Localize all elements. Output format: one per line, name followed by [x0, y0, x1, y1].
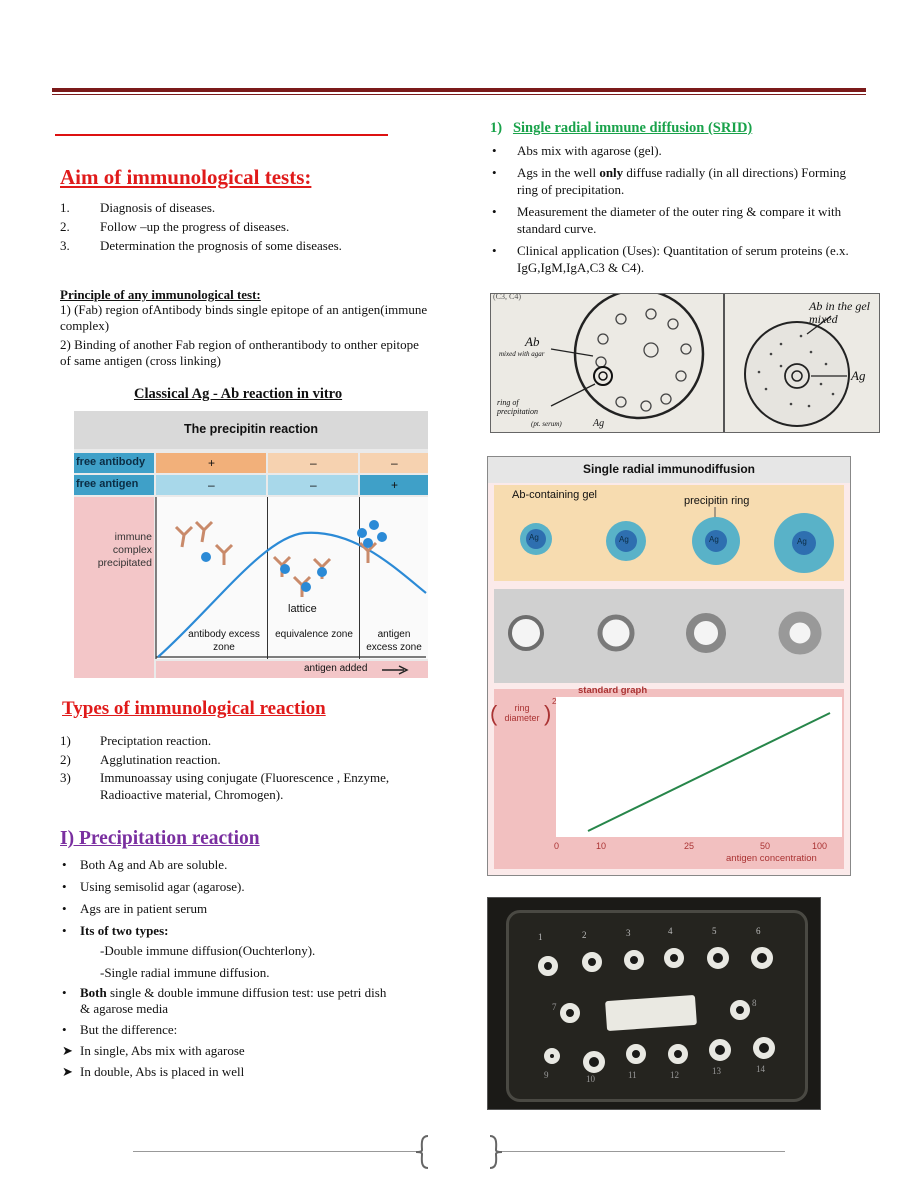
- well-label: Ag: [529, 533, 539, 542]
- list-item: • Both single & double immune diffusion test: use petri dish & agarose media: [62, 985, 387, 1016]
- types-heading: Types of immunological reaction: [62, 698, 326, 719]
- header-rule-thick: [52, 88, 866, 92]
- list-item: • Its of two types:: [62, 923, 169, 938]
- sketch-ag-label: Ag: [593, 418, 605, 429]
- well-number: 12: [670, 1070, 679, 1080]
- well-number: 5: [712, 926, 717, 936]
- difference-list: [60, 985, 390, 1082]
- zone-label: equivalence zone: [275, 629, 353, 640]
- well-number: 13: [712, 1066, 721, 1076]
- principle-2: 2) Binding of another Fab region of ontherantibody to onther epitope of same antigen (cross linking): [60, 337, 419, 368]
- lattice-label: lattice: [288, 603, 317, 615]
- list-item: • Using semisolid agar (agarose).: [62, 879, 245, 894]
- cell-val: –: [310, 456, 317, 470]
- two-types-list: [100, 940, 315, 984]
- list-item: -Double immune diffusion(Ouchterlony).: [100, 943, 316, 958]
- well-label: Ag: [709, 535, 719, 544]
- list-item: • Abs mix with agarose (gel).: [492, 143, 662, 158]
- footer-line-right: [498, 1151, 785, 1152]
- cell-val: –: [391, 456, 398, 470]
- aim-list: [60, 198, 440, 255]
- y-label-exponent: 2: [552, 697, 557, 706]
- classical-title: Classical Ag - Ab reaction in vitro: [134, 386, 343, 402]
- precipitation-heading: I) Precipitation reaction: [60, 828, 260, 849]
- list-item: 2. Follow –up the progress of diseases.: [60, 219, 290, 234]
- header-rule-thin: [52, 94, 866, 95]
- list-item: • Ags in the well only diffuse radially (in all directions) Forming ring of precipitation.: [492, 165, 847, 197]
- sri-title: Single radial immunodiffusion: [582, 462, 755, 476]
- types-list: [60, 731, 430, 803]
- tick-label: 25: [684, 841, 695, 851]
- precipitin-figure: [74, 411, 428, 678]
- principle-1: 1) (Fab) region ofAntibody binds single epitope of an antigen(immune complex): [60, 302, 428, 333]
- srid-heading: 1) Single radial immune diffusion (SRID): [490, 120, 753, 136]
- list-item: -Single radial immune diffusion.: [100, 965, 270, 980]
- tick-label: 100: [812, 841, 828, 851]
- well-number: 14: [756, 1064, 765, 1074]
- precipitation-list: [60, 855, 430, 943]
- well-label: Ag: [619, 535, 629, 544]
- list-item: • Ags are in patient serum: [62, 901, 208, 916]
- free-antigen-label: free antigen: [76, 478, 139, 490]
- well-number: 11: [628, 1070, 637, 1080]
- well-number: 6: [756, 926, 761, 936]
- x-axis-label: antigen added: [304, 663, 368, 674]
- well-number: 8: [752, 998, 757, 1008]
- sketch-ab-sub: mixed with agar: [499, 350, 545, 358]
- list-item: • But the difference:: [62, 1022, 178, 1037]
- list-item: 1) Preciptation reaction.: [60, 733, 212, 748]
- sketch-ab-gel-label: Ab in the gel mixed: [809, 299, 870, 326]
- arrow-bullet-icon: ➤: [62, 1064, 73, 1079]
- list-item: 2) Agglutination reaction.: [60, 752, 221, 767]
- srid-sketch: [490, 293, 880, 433]
- tick-label: 0: [554, 841, 560, 851]
- graph-title: standard graph: [578, 685, 648, 696]
- agar-plate-photo: [487, 897, 821, 1110]
- sketch-ring-label: ring of precipitation: [497, 398, 539, 416]
- srid-list: [490, 142, 870, 278]
- list-item: 1. Diagnosis of diseases.: [60, 200, 216, 215]
- sketch-corner-note: (C3, C4): [493, 293, 521, 301]
- zone-label: antigen excess zone: [366, 629, 422, 653]
- standard-graph: [556, 697, 842, 837]
- immune-complex-label: immune complex precipitated: [97, 531, 152, 569]
- list-item: • Clinical application (Uses): Quantitation of serum proteins (e.x. IgG,IgM,IgA,C3 & C4).: [492, 243, 849, 275]
- y-label-diameter: diameter: [504, 713, 540, 723]
- page-number-brackets: [414, 1134, 504, 1170]
- well-number: 4: [668, 926, 673, 936]
- well-number: 9: [544, 1070, 549, 1080]
- free-antibody-label: free antibody: [76, 456, 146, 468]
- arrow-right-icon: [382, 665, 410, 675]
- well-number: 7: [552, 1002, 557, 1012]
- well-label: Ag: [797, 537, 807, 546]
- cell-val: +: [208, 456, 216, 470]
- sri-figure: Single radial immunodiffusion Ab-containing gel precipitin ring Ag Ag Ag Ag standard graph ( ring diameter ) 2 0 10 25 50 100 antigen concentration: [487, 456, 851, 876]
- list-item: • Measurement the diameter of the outer ring & compare it with standard curve.: [492, 204, 842, 236]
- list-item: ➤ In double, Abs is placed in well: [62, 1064, 245, 1079]
- cell-val: –: [208, 478, 215, 492]
- list-item: ➤ In single, Abs mix with agarose: [62, 1043, 245, 1058]
- sri-gel-label: Ab-containing gel: [512, 489, 598, 501]
- precipitin-title: The precipitin reaction: [183, 422, 319, 436]
- list-item: 3) Immunoassay using conjugate (Fluorescence , Enzyme, Radioactive material, Chromogen).: [60, 770, 390, 802]
- well-number: 2: [582, 930, 587, 940]
- sketch-ab-label: Ab: [525, 334, 540, 349]
- arrow-bullet-icon: ➤: [62, 1043, 73, 1058]
- list-item: • Both Ag and Ab are soluble.: [62, 857, 228, 872]
- well-number: 10: [586, 1074, 595, 1084]
- footer-line-left: [133, 1151, 420, 1152]
- list-item: 3. Determination the prognosis of some diseases.: [60, 238, 342, 253]
- y-label-ring: ring: [514, 703, 530, 713]
- sketch-ag-right: Ag: [851, 368, 866, 383]
- tick-label: 10: [596, 841, 607, 851]
- zone-label: antibody excess zone: [188, 629, 260, 653]
- sri-ring-label: precipitin ring: [684, 495, 750, 507]
- cell-val: –: [310, 478, 317, 492]
- x-axis-label: antigen concentration: [726, 853, 817, 864]
- principle-heading: Principle of any immunological test:: [60, 287, 261, 302]
- sketch-ring-sub: (pt. serum): [531, 420, 562, 428]
- tick-label: 50: [760, 841, 771, 851]
- well-number: 1: [538, 932, 543, 942]
- well-number: 3: [626, 928, 631, 938]
- red-divider: [55, 134, 388, 136]
- aim-heading: Aim of immunological tests:: [60, 165, 312, 189]
- cell-val: +: [391, 478, 399, 492]
